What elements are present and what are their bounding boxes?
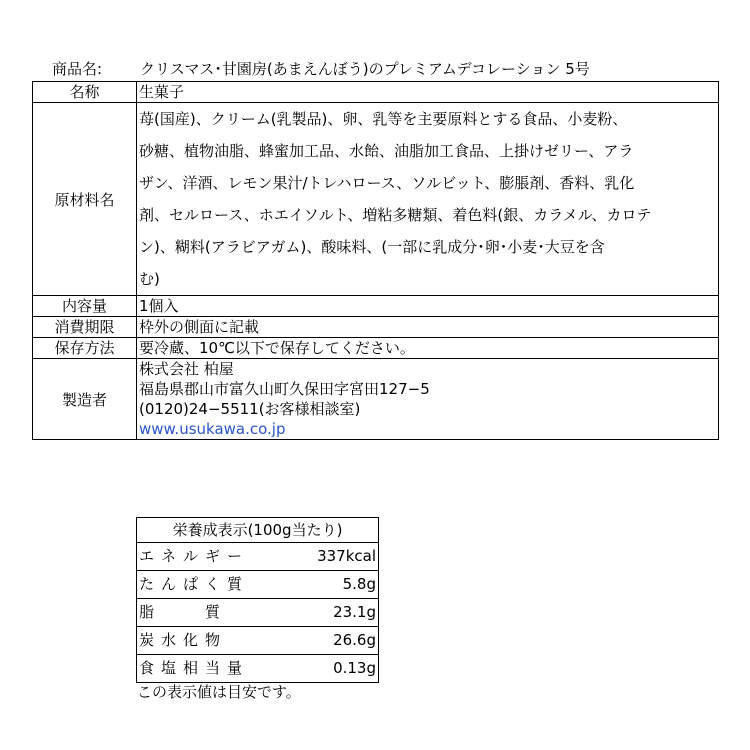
nutrition-row xyxy=(137,599,379,627)
ingredients-line: ザン、洋酒、レモン果汁/トレハロース、ソルビット、膨脹剤、香料、乳化 xyxy=(139,174,635,192)
ingredients-line: 苺(国産)、クリーム(乳製品)、卵、乳等を主要原料とする食品、小麦粉、 xyxy=(139,110,628,128)
nutrition-row xyxy=(137,571,379,599)
nutrition-item-value: 5.8g xyxy=(258,571,379,599)
nutrition-item-value: 0.13g xyxy=(258,655,379,683)
nutrition-item-value: 337kcal xyxy=(258,543,379,571)
nutrition-item-value: 26.6g xyxy=(258,627,379,655)
nutrition-item-name: エネルギー xyxy=(137,543,258,571)
nutrition-item-name: 脂 質 xyxy=(137,599,258,627)
nutrition-row xyxy=(137,655,379,683)
nutrition-item-name: 食塩相当量 xyxy=(137,655,258,683)
nutrition-table xyxy=(136,517,379,683)
manufacturer-label: 製造者 xyxy=(33,359,137,440)
expiry-label: 消費期限 xyxy=(33,317,137,338)
nutrition-row xyxy=(137,627,379,655)
ingredients-line: む) xyxy=(139,270,160,288)
nutrition-header: 栄養成表示(100g当たり) xyxy=(137,518,379,543)
storage-value: 要冷蔵、10℃以下で保存してください。 xyxy=(137,338,719,359)
expiry-value: 枠外の側面に記載 xyxy=(137,317,719,338)
ingredients-line: ン)、糊料(アラビアガム)、酸味料、(一部に乳成分･卵･小麦･大豆を含 xyxy=(139,238,605,256)
ingredients-value xyxy=(137,103,719,296)
manufacturer-value xyxy=(137,359,719,440)
product-name-line xyxy=(52,58,722,80)
row-expiry xyxy=(33,317,719,338)
ingredients-line: 剤、セルロース、ホエイソルト、増粘多糖類、着色料(銀、カラメル、カロテ xyxy=(139,206,652,224)
name-label: 名称 xyxy=(33,82,137,103)
nutrition-item-value: 23.1g xyxy=(258,599,379,627)
row-name xyxy=(33,82,719,103)
nutrition-row xyxy=(137,543,379,571)
ingredients-line: 砂糖、植物油脂、蜂蜜加工品、水飴、油脂加工食品、上掛けゼリー、アラ xyxy=(139,142,634,160)
content-label: 内容量 xyxy=(33,296,137,317)
manufacturer-website-link[interactable]: www.usukawa.co.jp xyxy=(139,420,286,438)
manufacturer-phone: (0120)24−5511(お客様相談室) xyxy=(139,400,361,418)
ingredients-label: 原材料名 xyxy=(33,103,137,296)
nutrition-item-name: たんぱく質 xyxy=(137,571,258,599)
row-manufacturer xyxy=(33,359,719,440)
manufacturer-address: 福島県郡山市富久山町久保田字宮田127−5 xyxy=(139,380,430,398)
manufacturer-company: 株式会社 柏屋 xyxy=(139,360,234,378)
row-content xyxy=(33,296,719,317)
product-name-value: クリスマス･甘園房(あまえんぼう)のプレミアムデコレーション 5号 xyxy=(140,60,590,78)
nutrition-note: この表示値は目安です。 xyxy=(137,683,301,701)
product-name-label: 商品名: xyxy=(52,60,103,78)
product-info-table xyxy=(32,81,719,440)
nutrition-item-name: 炭水化物 xyxy=(137,627,258,655)
row-storage xyxy=(33,338,719,359)
row-ingredients xyxy=(33,103,719,296)
name-value: 生菓子 xyxy=(137,82,719,103)
storage-label: 保存方法 xyxy=(33,338,137,359)
content-value: 1個入 xyxy=(137,296,719,317)
